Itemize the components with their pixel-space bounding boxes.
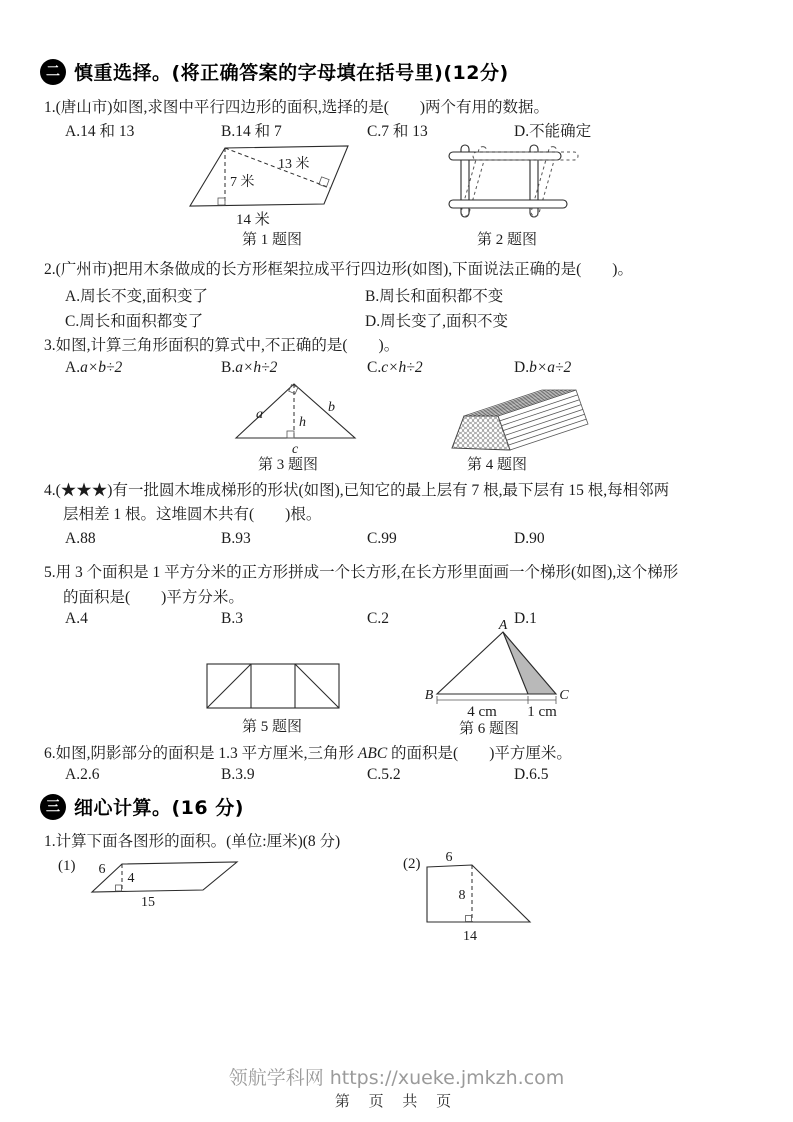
q3-b-label: B.	[221, 359, 236, 376]
fig3-height-label: h	[299, 415, 306, 430]
q3-c-formula: c×h÷2	[381, 359, 423, 376]
q6-option-d: D.6.5	[514, 766, 549, 783]
calc-fig1-height-label: 4	[127, 871, 135, 886]
figure-6-triangle-abc	[423, 620, 578, 738]
question-4-line1: 4.(★★★)有一批圆木堆成梯形的形状(如图),已知它的最上层有 7 根,最下层有 15 根,每相邻两	[44, 482, 670, 499]
q1-option-c: C.7 和 13	[367, 123, 428, 140]
section-two-header	[40, 58, 509, 85]
section-two-title: 慎重选择。(将正确答案的字母填在括号里)(12分)	[74, 62, 509, 84]
fig4-caption: 第 4 题图	[466, 457, 528, 472]
fig3-caption: 第 3 题图	[257, 457, 319, 472]
q3-c-label: C.	[367, 359, 382, 376]
question-4-options	[65, 530, 775, 552]
fig6-vertex-a-label: A	[498, 620, 508, 633]
fig1-diagonal-label: 13 米	[278, 157, 310, 172]
q4-option-d: D.90	[514, 530, 545, 547]
fig6-vertex-c-label: C	[559, 688, 569, 703]
fig6-caption: 第 6 题图	[458, 721, 520, 737]
q6-option-a: A.2.6	[65, 766, 100, 783]
q6-option-b: B.3.9	[221, 766, 255, 783]
section-three-header	[40, 793, 244, 820]
q4-option-c: C.99	[367, 530, 397, 547]
question-2-text: 2.(广州市)把用木条做成的长方形框架拉成平行四边形(如图),下面说法正确的是( )。	[44, 261, 633, 278]
q3-option-c	[367, 359, 423, 377]
calc-fig2-number: (2)	[403, 856, 421, 872]
q6-triangle-name: ABC	[357, 745, 388, 762]
fig3-side-b-label: b	[328, 400, 335, 415]
question-1-options	[65, 119, 775, 141]
calc-fig2-height-label: 8	[458, 888, 466, 903]
question-6-text	[44, 741, 572, 763]
question-3-options	[65, 359, 775, 381]
q6-option-c: C.5.2	[367, 766, 401, 783]
q5-option-b: B.3	[221, 610, 243, 627]
question-5-options	[65, 610, 775, 632]
fig2-caption: 第 2 题图	[476, 232, 538, 248]
q3-b-formula: a×h÷2	[235, 359, 278, 376]
question-3-text: 3.如图,计算三角形面积的算式中,不正确的是( )。	[44, 337, 400, 354]
question-1-text: 1.(唐山市)如图,求图中平行四边形的面积,选择的是( )两个有用的数据。	[44, 99, 550, 116]
fig6-vertex-b-label: B	[424, 688, 434, 703]
q5-option-d: D.1	[514, 610, 537, 627]
fig5-caption: 第 5 题图	[241, 719, 303, 735]
q3-a-formula: a×b÷2	[80, 359, 123, 376]
calc-fig2-base-label: 14	[463, 929, 477, 944]
q2-option-b: B.周长和面积都不变	[365, 288, 504, 305]
q3-d-label: D.	[514, 359, 530, 376]
fig6-dim-1cm-label: 1 cm	[527, 704, 557, 720]
q1-option-b: B.14 和 7	[221, 123, 282, 140]
section-three-number-icon: 三	[40, 794, 66, 820]
q5-option-a: A.4	[65, 610, 88, 627]
q1-option-d: D.不能确定	[514, 123, 592, 140]
fig3-side-a-label: a	[256, 407, 263, 422]
figure-4-log-pile	[448, 378, 603, 472]
question-2-options-row1	[65, 284, 775, 306]
q3-option-a	[65, 359, 122, 377]
question-6-options	[65, 766, 775, 788]
q5-option-c: C.2	[367, 610, 389, 627]
figure-1-parallelogram	[180, 138, 372, 250]
fig1-base-label: 14 米	[236, 212, 270, 228]
figure-5-rectangle	[203, 660, 343, 736]
section-three-title: 细心计算。(16 分)	[74, 797, 244, 819]
calc-fig1-side-label: 6	[98, 862, 106, 877]
section3-question-1-text: 1.计算下面各图形的面积。(单位:厘米)(8 分)	[44, 833, 341, 850]
q4-option-b: B.93	[221, 530, 251, 547]
footer-site-link[interactable]: 领航学科网 https://xueke.jmkzh.com	[228, 1067, 565, 1089]
question-5-line1: 5.用 3 个面积是 1 平方分米的正方形拼成一个长方形,在长方形里面画一个梯形(如图),这个梯形	[44, 564, 679, 581]
footer-page-number: 第 页 共 页	[334, 1092, 459, 1110]
figure-calc-1-parallelogram	[48, 848, 263, 912]
q2-option-d: D.周长变了,面积不变	[365, 313, 508, 330]
q3-a-label: A.	[65, 359, 81, 376]
question-5-line2: 的面积是( )平方分米。	[63, 589, 244, 606]
fig1-height-label: 7 米	[230, 175, 255, 190]
q2-option-a: A.周长不变,面积变了	[65, 288, 208, 305]
fig3-base-label: c	[292, 442, 299, 457]
q6-text-post: 的面积是( )平方厘米。	[387, 745, 572, 762]
q3-option-b	[221, 359, 277, 377]
q4-option-a: A.88	[65, 530, 96, 547]
q3-option-d	[514, 359, 571, 377]
q6-text-pre: 6.如图,阴影部分的面积是 1.3 平方厘米,三角形	[44, 745, 358, 762]
fig1-caption: 第 1 题图	[241, 232, 303, 248]
figure-calc-2-trapezoid	[393, 846, 558, 954]
calc-fig2-top-label: 6	[445, 850, 453, 865]
fig6-dim-4cm-label: 4 cm	[467, 704, 497, 720]
q2-option-c: C.周长和面积都变了	[65, 313, 204, 330]
question-4-line2: 层相差 1 根。这堆圆木共有( )根。	[63, 506, 322, 523]
calc-fig1-base-label: 15	[141, 895, 155, 910]
q3-d-formula: b×a÷2	[529, 359, 572, 376]
question-2-options-row2	[65, 309, 775, 331]
figure-3-triangle	[228, 376, 366, 472]
section-two-number-icon: 二	[40, 59, 66, 85]
figure-2-frame	[443, 140, 585, 250]
q1-option-a: A.14 和 13	[65, 123, 135, 140]
calc-fig1-number: (1)	[58, 858, 76, 874]
